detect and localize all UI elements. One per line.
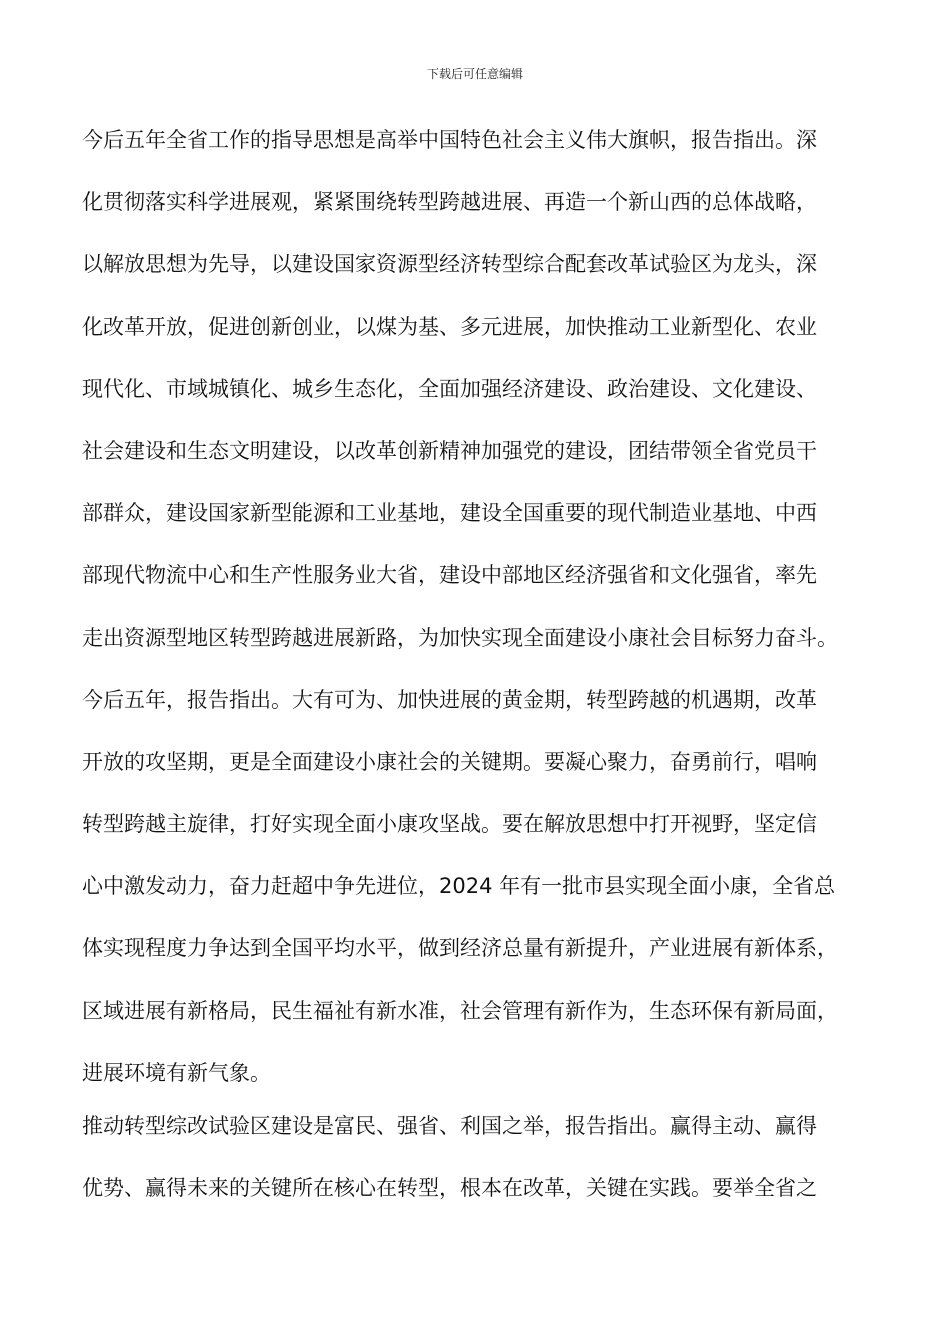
page-header: 下载后可任意编辑 <box>426 67 523 81</box>
text-line: 优势、赢得未来的关键所在核心在转型，根本在改革，关键在实践。要举全省之 <box>82 1176 817 1201</box>
text-line: 推动转型综改试验区建设是富民、强省、利国之举，报告指出。赢得主动、赢得 <box>82 1114 817 1138</box>
paragraph-2 <box>82 1109 817 1233</box>
paragraph-1 <box>82 123 838 1118</box>
text-line: 化改革开放，促进创新创业，以煤为基、多元进展，加快推动工业新型化、农业 <box>82 314 817 339</box>
text-line: 今后五年，报告指出。大有可为、加快进展的黄金期，转型跨越的机遇期，改革 <box>82 687 817 712</box>
text-line: 部现代物流中心和生产性服务业大省，建设中部地区经济强省和文化强省，率先 <box>82 563 817 588</box>
text-line: 今后五年全省工作的指导思想是高举中国特色社会主义伟大旗帜，报告指出。深 <box>82 128 817 152</box>
text-line: 区域进展有新格局，民生福祉有新水准，社会管理有新作为，生态环保有新局面， <box>82 998 838 1023</box>
text-line: 社会建设和生态文明建设，以改革创新精神加强党的建设，团结带领全省党员干 <box>82 438 817 463</box>
text-line: 心中激发动力，奋力赶超中争先进位，2024 年有一批市县实现全面小康，全省总 <box>82 874 836 899</box>
text-line: 现代化、市域城镇化、城乡生态化，全面加强经济建设、政治建设、文化建设、 <box>82 376 817 401</box>
text-line: 转型跨越主旋律，打好实现全面小康攻坚战。要在解放思想中打开视野，坚定信 <box>82 812 817 837</box>
text-line: 体实现程度力争达到全国平均水平，做到经济总量有新提升，产业进展有新体系， <box>82 936 838 961</box>
text-line: 部群众，建设国家新型能源和工业基地，建设全国重要的现代制造业基地、中西 <box>82 501 817 526</box>
text-line: 以解放思想为先导，以建设国家资源型经济转型综合配套改革试验区为龙头，深 <box>82 252 817 277</box>
text-line: 开放的攻坚期，更是全面建设小康社会的关键期。要凝心聚力，奋勇前行，唱响 <box>82 749 817 774</box>
text-line: 进展环境有新气象。 <box>82 1060 271 1085</box>
text-line: 走出资源型地区转型跨越进展新路，为加快实现全面建设小康社会目标努力奋斗。 <box>82 625 838 650</box>
text-line: 化贯彻落实科学进展观，紧紧围绕转型跨越进展、再造一个新山西的总体战略， <box>82 190 817 215</box>
